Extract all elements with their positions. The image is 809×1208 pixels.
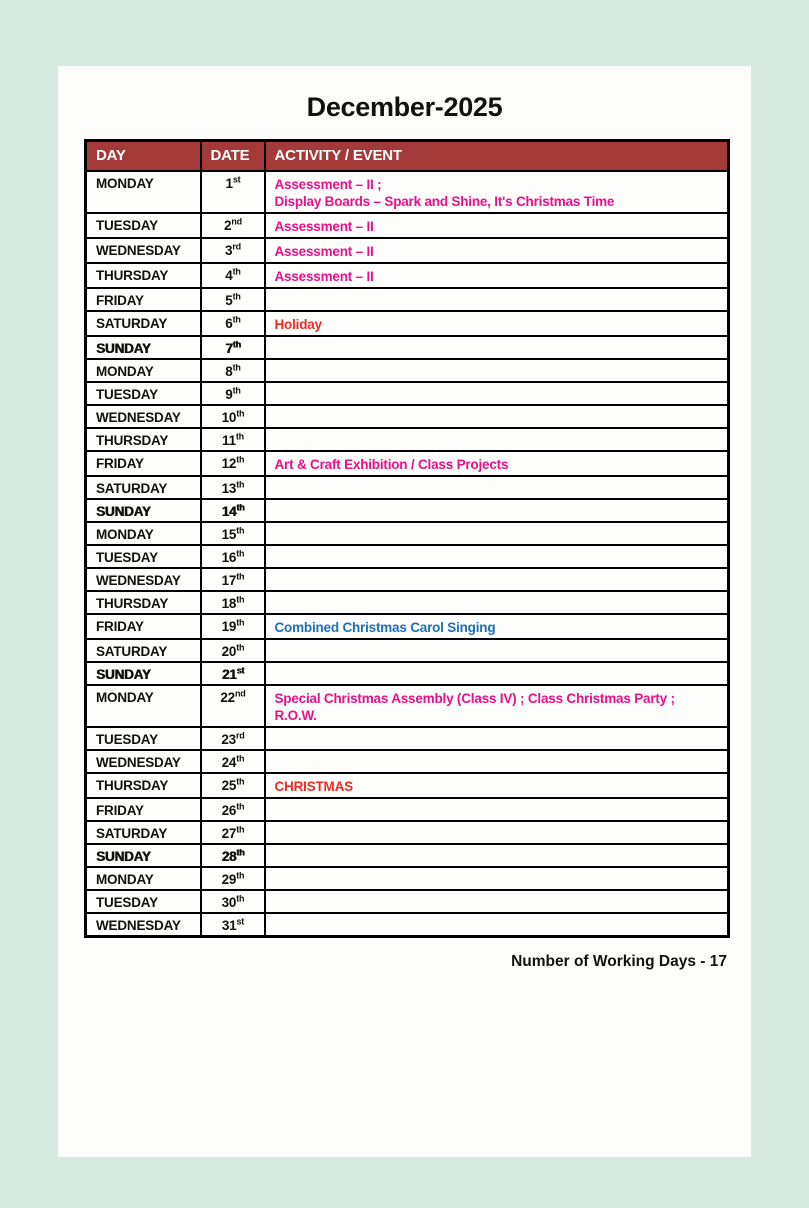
date-ordinal: th (236, 408, 245, 418)
day-cell: WEDNESDAY (86, 568, 201, 591)
date-number: 20 (221, 643, 237, 659)
activity-cell (265, 890, 729, 913)
date-cell (201, 311, 265, 336)
day-cell: THURSDAY (86, 591, 201, 614)
date-ordinal: th (236, 548, 245, 558)
date-cell (201, 238, 265, 263)
date-ordinal: th (236, 525, 245, 535)
activity-cell (265, 213, 729, 238)
event-text: CHRISTMAS (274, 778, 353, 794)
table-row (86, 382, 729, 405)
day-cell: SUNDAY (86, 844, 201, 867)
date-ordinal: th (232, 291, 241, 301)
activity-cell (265, 405, 729, 428)
day-cell: SATURDAY (86, 821, 201, 844)
table-row (86, 213, 729, 238)
activity-cell (265, 499, 729, 522)
activity-cell (265, 522, 729, 545)
table-row (86, 727, 729, 750)
date-cell (201, 685, 265, 727)
table-row (86, 591, 729, 614)
date-number: 15 (221, 526, 237, 542)
date-number: 26 (221, 802, 237, 818)
table-row (86, 405, 729, 428)
activity-cell (265, 171, 729, 213)
date-cell (201, 382, 265, 405)
activity-cell (265, 311, 729, 336)
day-cell: WEDNESDAY (86, 913, 201, 937)
table-row (86, 685, 729, 727)
date-ordinal: st (232, 174, 241, 184)
date-cell (201, 639, 265, 662)
date-number: 31 (221, 917, 237, 933)
activity-cell (265, 639, 729, 662)
working-days-note: Number of Working Days - 17 (511, 952, 727, 970)
table-row (86, 890, 729, 913)
date-ordinal: th (236, 617, 245, 627)
event-text: Assessment – II (274, 218, 374, 234)
date-ordinal: th (236, 893, 245, 903)
activity-cell (265, 591, 729, 614)
table-body (86, 171, 729, 937)
table-row (86, 913, 729, 937)
date-number: 30 (221, 894, 237, 910)
activity-cell (265, 568, 729, 591)
day-cell: THURSDAY (86, 263, 201, 288)
date-cell (201, 405, 265, 428)
table-row (86, 522, 729, 545)
date-number: 11 (222, 432, 236, 448)
date-ordinal: th (232, 385, 241, 395)
table-row (86, 867, 729, 890)
table-row (86, 451, 729, 476)
day-cell: FRIDAY (86, 288, 201, 311)
date-ordinal: rd (232, 241, 241, 251)
table-row (86, 568, 729, 591)
activity-cell (265, 821, 729, 844)
date-ordinal: th (236, 479, 245, 489)
date-cell (201, 428, 265, 451)
day-cell: SUNDAY (86, 662, 201, 685)
date-cell (201, 213, 265, 238)
date-ordinal: th (236, 753, 245, 763)
date-cell (201, 821, 265, 844)
table-row (86, 499, 729, 522)
date-number: 7 (225, 340, 233, 356)
date-cell (201, 727, 265, 750)
date-ordinal: nd (235, 688, 246, 698)
table-row (86, 614, 729, 639)
date-cell (201, 773, 265, 798)
header-date: DATE (201, 141, 265, 171)
table-row (86, 311, 729, 336)
day-cell: WEDNESDAY (86, 238, 201, 263)
table-row (86, 336, 729, 359)
date-number: 18 (221, 595, 237, 611)
day-cell: MONDAY (86, 867, 201, 890)
date-cell (201, 614, 265, 639)
date-number: 24 (221, 754, 237, 770)
event-text: Display Boards – Spark and Shine, It's Christmas Time (274, 193, 615, 209)
date-cell (201, 662, 265, 685)
day-cell: SUNDAY (86, 499, 201, 522)
page-title: December-2025 (306, 92, 503, 122)
date-ordinal: th (236, 824, 245, 834)
date-number: 8 (225, 363, 233, 379)
event-text: Combined Christmas Carol Singing (274, 619, 496, 635)
table-row (86, 428, 729, 451)
date-ordinal: th (236, 571, 245, 581)
date-ordinal: rd (236, 730, 245, 740)
date-cell (201, 591, 265, 614)
activity-cell (265, 359, 729, 382)
calendar-table (84, 139, 730, 938)
date-number: 5 (225, 292, 233, 308)
table-row (86, 773, 729, 798)
date-ordinal: th (236, 847, 245, 857)
activity-cell (265, 685, 729, 727)
day-cell: FRIDAY (86, 798, 201, 821)
date-ordinal: th (232, 362, 241, 372)
date-number: 28 (221, 848, 237, 864)
document-page (58, 66, 751, 1157)
activity-cell (265, 798, 729, 821)
date-cell (201, 499, 265, 522)
day-cell: SATURDAY (86, 639, 201, 662)
date-cell (201, 867, 265, 890)
date-number: 16 (221, 549, 237, 565)
date-cell (201, 750, 265, 773)
date-number: 22 (220, 689, 235, 705)
date-ordinal: th (236, 454, 245, 464)
activity-cell (265, 336, 729, 359)
date-ordinal: st (236, 916, 245, 926)
table-row (86, 476, 729, 499)
date-number: 14 (221, 503, 237, 519)
date-number: 25 (221, 777, 237, 793)
activity-cell (265, 614, 729, 639)
date-number: 10 (221, 409, 237, 425)
date-number: 29 (221, 871, 237, 887)
table-row (86, 844, 729, 867)
table-row (86, 238, 729, 263)
day-cell: TUESDAY (86, 382, 201, 405)
activity-cell (265, 913, 729, 937)
day-cell: TUESDAY (86, 727, 201, 750)
date-ordinal: nd (231, 216, 242, 226)
date-ordinal: st (236, 665, 245, 675)
day-cell: WEDNESDAY (86, 405, 201, 428)
activity-cell (265, 844, 729, 867)
date-ordinal: th (236, 594, 245, 604)
table-row (86, 639, 729, 662)
activity-cell (265, 238, 729, 263)
table-row (86, 171, 729, 213)
day-cell: TUESDAY (86, 890, 201, 913)
activity-cell (265, 662, 729, 685)
day-cell: WEDNESDAY (86, 750, 201, 773)
event-text: Assessment – II ; (274, 176, 382, 192)
date-ordinal: th (236, 502, 245, 512)
table-row (86, 359, 729, 382)
event-text: Special Christmas Assembly (Class IV) ; Class Christmas Party ; R.O.W. (274, 690, 675, 723)
table-row (86, 263, 729, 288)
date-number: 27 (221, 825, 237, 841)
date-cell (201, 171, 265, 213)
date-cell (201, 263, 265, 288)
date-number: 9 (225, 386, 233, 402)
date-cell (201, 913, 265, 937)
activity-cell (265, 867, 729, 890)
header-day: DAY (86, 141, 201, 171)
event-text: Assessment – II (274, 243, 374, 259)
day-cell: MONDAY (86, 171, 201, 213)
date-number: 1 (225, 175, 233, 191)
activity-cell (265, 263, 729, 288)
date-ordinal: th (232, 339, 241, 349)
date-ordinal: th (235, 431, 244, 441)
day-cell: THURSDAY (86, 428, 201, 451)
day-cell: MONDAY (86, 685, 201, 727)
event-text: Assessment – II (274, 268, 374, 284)
day-cell: TUESDAY (86, 545, 201, 568)
table-row (86, 798, 729, 821)
table-row (86, 288, 729, 311)
date-cell (201, 545, 265, 568)
event-text: Holiday (274, 316, 322, 332)
day-cell: SUNDAY (86, 336, 201, 359)
day-cell: THURSDAY (86, 773, 201, 798)
date-cell (201, 476, 265, 499)
date-number: 3 (225, 242, 233, 258)
date-cell (201, 890, 265, 913)
event-text: Art & Craft Exhibition / Class Projects (274, 456, 509, 472)
date-number: 23 (221, 731, 236, 747)
date-number: 4 (225, 267, 233, 283)
day-cell: SATURDAY (86, 476, 201, 499)
day-cell: MONDAY (86, 359, 201, 382)
date-ordinal: th (232, 266, 241, 276)
activity-cell (265, 288, 729, 311)
date-cell (201, 359, 265, 382)
date-ordinal: th (232, 314, 241, 324)
day-cell: FRIDAY (86, 614, 201, 639)
activity-cell (265, 727, 729, 750)
date-cell (201, 288, 265, 311)
date-cell (201, 798, 265, 821)
date-cell (201, 568, 265, 591)
activity-cell (265, 382, 729, 405)
date-cell (201, 451, 265, 476)
day-cell: FRIDAY (86, 451, 201, 476)
activity-cell (265, 545, 729, 568)
activity-cell (265, 750, 729, 773)
day-cell: SATURDAY (86, 311, 201, 336)
date-ordinal: th (236, 801, 245, 811)
date-number: 13 (221, 480, 237, 496)
day-cell: MONDAY (86, 522, 201, 545)
table-row (86, 750, 729, 773)
date-number: 2 (224, 217, 232, 233)
activity-cell (265, 773, 729, 798)
table-row (86, 821, 729, 844)
date-number: 6 (225, 315, 233, 331)
date-number: 21 (221, 666, 237, 682)
table-row (86, 545, 729, 568)
date-ordinal: th (236, 776, 245, 786)
activity-cell (265, 451, 729, 476)
date-ordinal: th (236, 642, 245, 652)
table-header-row (86, 141, 729, 171)
activity-cell (265, 476, 729, 499)
date-cell (201, 336, 265, 359)
date-number: 17 (221, 572, 237, 588)
activity-cell (265, 428, 729, 451)
date-cell (201, 522, 265, 545)
date-cell (201, 844, 265, 867)
header-activity: ACTIVITY / EVENT (265, 141, 729, 171)
table-row (86, 662, 729, 685)
date-number: 12 (221, 455, 237, 471)
day-cell: TUESDAY (86, 213, 201, 238)
date-ordinal: th (236, 870, 245, 880)
date-number: 19 (221, 618, 237, 634)
